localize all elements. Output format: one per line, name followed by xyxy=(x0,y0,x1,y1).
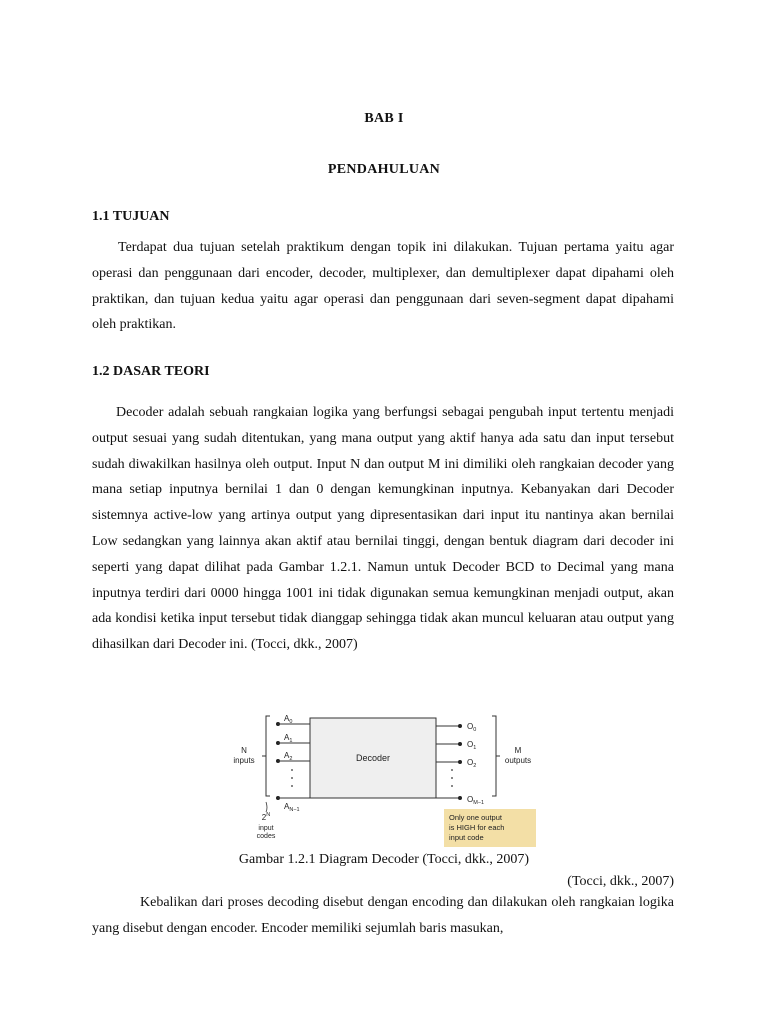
input-label-a2: $A_2$ xyxy=(284,751,293,762)
note-line-2: is HIGH for each xyxy=(449,823,505,832)
note-line-1: Only one output xyxy=(449,813,502,822)
decoder-block-label: Decoder xyxy=(355,753,391,763)
input-codes-count: $2^N$ xyxy=(261,812,271,822)
output-label-o1: $O_1$ xyxy=(467,740,477,751)
output-label-o0: $O_0$ xyxy=(467,722,477,733)
note-line-3: input code xyxy=(449,833,484,842)
m-outputs-sublabel: outputs xyxy=(504,756,532,765)
input-brace xyxy=(262,716,270,796)
figure-caption: Gambar 1.2.1 Diagram Decoder (Tocci, dkk., 2007) xyxy=(238,852,530,867)
paragraph-encoder: Kebalikan dari proses decoding disebut dengan encoding dan dilakukan oleh rangkaian logika yang disebut dengan encoder. Encoder memiliki sejumlah baris masukan, xyxy=(92,895,674,936)
input-lines xyxy=(276,722,310,800)
output-lines xyxy=(436,724,462,800)
decoder-diagram-figure xyxy=(222,706,552,852)
paragraph-decoder: Decoder adalah sebuah rangkaian logika yang berfungsi sebagai pengubah input tertentu menjadi output sesuai yang sudah ditentukan, yang mana output yang aktif hanya ada satu dan input tersebut sudah diwakilkan hasilnya oleh output. Input N dan output M ini dimiliki oleh rangkaian decoder yang mana setiap inputnya bernilai 1 dan 0 dengan kemungkinan inputnya. Kebanyakan dari Decoder sistemnya active-low yang artinya output yang dipresentasikan dari input itu nantinya akan bernilai Low sedangkan yang lainnya akan aktif atau bernilai tinggi, dengan bentuk diagram dari decoder ini seperti yang dapat dilihat pada Gambar 1.2.1. Namun untuk Decoder BCD to Decimal yang mana inputnya terdiri dari 0000 hingga 1001 ini tidak digunakan semua kemungkinan menjadi output, akan ada kondisi ketika input tersebut tidak dianggap sehingga tidak akan muncul keluaran atau output yang dihasilkan dari Decoder ini. (Tocci, dkk., 2007) xyxy=(92,405,674,653)
output-brace xyxy=(492,716,500,796)
output-terminal xyxy=(458,742,462,746)
section-heading-dasar-teori: 1.2 DASAR TEORI xyxy=(92,364,210,379)
n-inputs-label: N xyxy=(241,746,247,755)
output-label-om-1: $O_{M-1}$ xyxy=(467,795,485,806)
chapter-title: PENDAHULUAN xyxy=(327,162,441,177)
output-terminal xyxy=(458,796,462,800)
decoder-diagram xyxy=(222,706,552,852)
output-label-o2: $O_2$ xyxy=(467,758,477,769)
n-inputs-sublabel: inputs xyxy=(233,756,255,765)
input-label-a0: $A_0$ xyxy=(284,714,293,725)
m-outputs-label: M xyxy=(514,746,522,755)
input-codes-label-1: input xyxy=(258,825,274,832)
input-label-an-1: $A_{N-1}$ xyxy=(284,802,300,813)
section-heading-tujuan: 1.1 TUJUAN xyxy=(92,209,170,224)
input-codes-label-2: codes xyxy=(256,833,276,840)
paragraph-tujuan: Terdapat dua tujuan setelah praktikum dengan topik ini dilakukan. Tujuan pertama yaitu agar operasi dan penggunaan dari encoder, decoder, multiplexer, dan demultiplexer dapat dipahami oleh praktikan, dan tujuan kedua yaitu agar operasi dan penggunaan dari seven-segment dapat dipahami oleh praktikan. xyxy=(92,240,674,333)
output-terminal xyxy=(458,760,462,764)
chapter-heading: BAB I xyxy=(364,111,404,126)
output-terminal xyxy=(458,724,462,728)
input-label-a1: $A_1$ xyxy=(284,733,293,744)
figure-citation: (Tocci, dkk., 2007) xyxy=(567,874,674,889)
